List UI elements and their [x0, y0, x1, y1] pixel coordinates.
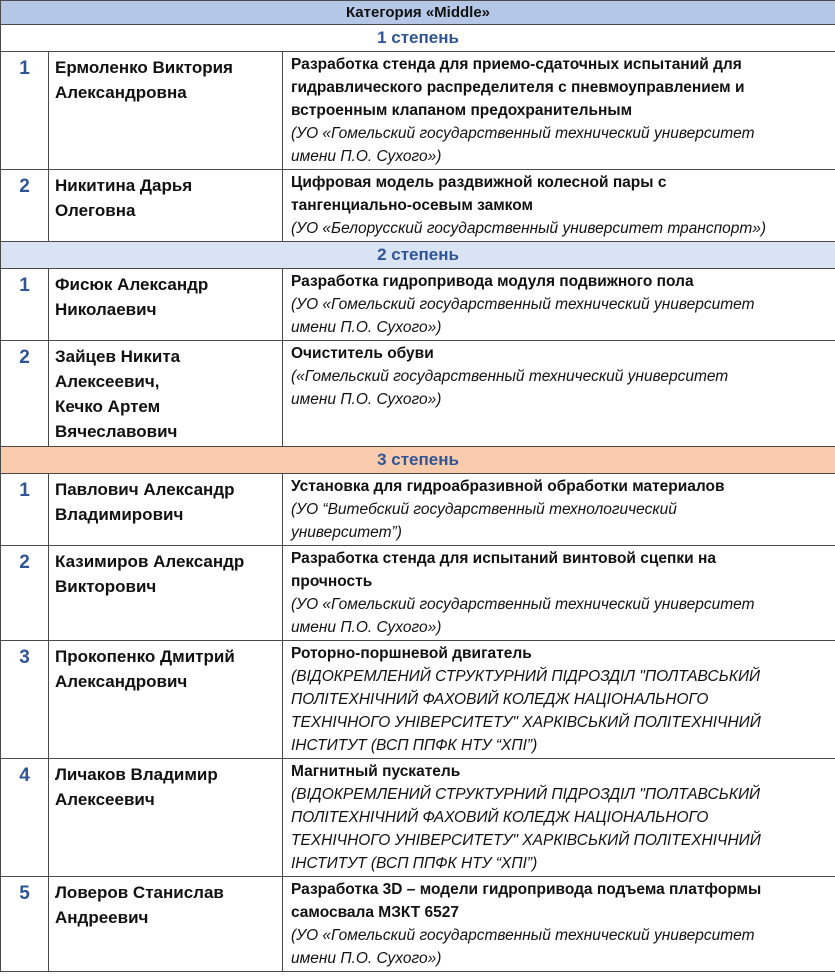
- project-title-line: Разработка гидропривода модуля подвижного пола: [291, 273, 694, 290]
- place-number: 1: [1, 269, 49, 341]
- project-cell: [283, 877, 835, 972]
- participant-name: [49, 341, 283, 447]
- institution: [291, 498, 829, 544]
- institution-line: имени П.О. Сухого»): [291, 391, 442, 408]
- institution-line: (УО «Гомельский государственный технический университет: [291, 125, 755, 142]
- institution-line: (УО «Гомельский государственный технический университет: [291, 596, 755, 613]
- project-title-line: Разработка стенда для приемо-сдаточных испытаний для: [291, 56, 742, 73]
- institution-line: (УО “Витебский государственный технологический: [291, 501, 677, 518]
- participant-name-line: Никитина Дарья: [55, 176, 193, 195]
- participant-name-line: Кечко Артем: [55, 397, 161, 416]
- institution-line: (ВІДОКРЕМЛЕНИЙ СТРУКТУРНИЙ ПІДРОЗДІЛ "ПОЛТАВСЬКИЙ: [291, 668, 761, 685]
- place-number: 4: [1, 759, 49, 877]
- category-header-row: [1, 1, 835, 25]
- project-title: [291, 642, 829, 665]
- institution-line: («Гомельский государственный технический университет: [291, 368, 729, 385]
- table-row: [1, 474, 835, 546]
- project-title: [291, 760, 829, 783]
- project-title-line: прочность: [291, 573, 373, 590]
- participant-name-line: Ловеров Станислав: [55, 883, 224, 902]
- degree-3-row: [1, 447, 835, 474]
- participant-name: [49, 170, 283, 242]
- project-title-line: Магнитный пускатель: [291, 763, 461, 780]
- institution-line: университет”): [291, 524, 402, 541]
- participant-name-line: Казимиров Александр: [55, 552, 245, 571]
- project-title-line: Очиститель обуви: [291, 345, 434, 362]
- project-title: [291, 547, 829, 593]
- institution-line: ТЕХНІЧНОГО УНІВЕРСИТЕТУ" ХАРКІВСЬКИЙ ПОЛІТЕХНІЧНИЙ: [291, 714, 761, 731]
- project-title-line: Цифровая модель раздвижной колесной пары с: [291, 174, 667, 191]
- project-title-line: Роторно-поршневой двигатель: [291, 645, 532, 662]
- participant-name-line: Ермоленко Виктория: [55, 58, 233, 77]
- institution: [291, 365, 829, 411]
- project-cell: [283, 546, 835, 641]
- institution-line: (УО «Гомельский государственный технический университет: [291, 927, 755, 944]
- degree-1-heading: 1 степень: [1, 25, 835, 52]
- participant-name: [49, 759, 283, 877]
- institution-line: (ВІДОКРЕМЛЕНИЙ СТРУКТУРНИЙ ПІДРОЗДІЛ "ПОЛТАВСЬКИЙ: [291, 786, 761, 803]
- participant-name: [49, 269, 283, 341]
- institution-line: имени П.О. Сухого»): [291, 148, 442, 165]
- place-number: 2: [1, 546, 49, 641]
- category-title: Категория «Middle»: [1, 1, 835, 25]
- table-row: [1, 877, 835, 972]
- participant-name: [49, 877, 283, 972]
- institution-line: (УО «Гомельский государственный технический университет: [291, 296, 755, 313]
- project-cell: [283, 641, 835, 759]
- institution-line: ПОЛІТЕХНІЧНИЙ ФАХОВИЙ КОЛЕДЖ НАЦІОНАЛЬНОГО: [291, 809, 709, 826]
- institution: [291, 924, 829, 970]
- table-row: [1, 269, 835, 341]
- institution-line: имени П.О. Сухого»): [291, 319, 442, 336]
- place-number: 1: [1, 474, 49, 546]
- project-cell: [283, 170, 835, 242]
- project-title: [291, 270, 829, 293]
- degree-2-row: [1, 242, 835, 269]
- project-title-line: гидравлического распределителя с пневмоуправлением и: [291, 79, 745, 96]
- project-title: [291, 475, 829, 498]
- participant-name: [49, 546, 283, 641]
- participant-name-line: Личаков Владимир: [55, 765, 218, 784]
- institution-line: ТЕХНІЧНОГО УНІВЕРСИТЕТУ" ХАРКІВСЬКИЙ ПОЛІТЕХНІЧНИЙ: [291, 832, 761, 849]
- project-cell: [283, 474, 835, 546]
- place-number: 3: [1, 641, 49, 759]
- institution-line: ІНСТИТУТ (ВСП ППФК НТУ “ХПІ”): [291, 737, 538, 754]
- project-cell: [283, 52, 835, 170]
- project-title: [291, 878, 829, 924]
- place-number: 5: [1, 877, 49, 972]
- participant-name: [49, 474, 283, 546]
- participant-name-line: Зайцев Никита: [55, 347, 181, 366]
- participant-name-line: Алексеевич,: [55, 372, 160, 391]
- table-row: [1, 759, 835, 877]
- participant-name: [49, 641, 283, 759]
- institution: [291, 783, 829, 875]
- degree-1-row: [1, 25, 835, 52]
- place-number: 2: [1, 170, 49, 242]
- table-row: [1, 641, 835, 759]
- participant-name: [49, 52, 283, 170]
- institution-line: ІНСТИТУТ (ВСП ППФК НТУ “ХПІ”): [291, 855, 538, 872]
- institution-line: имени П.О. Сухого»): [291, 619, 442, 636]
- project-title-line: Установка для гидроабразивной обработки материалов: [291, 478, 725, 495]
- table-row: [1, 52, 835, 170]
- participant-name-line: Прокопенко Дмитрий: [55, 647, 235, 666]
- project-title-line: Разработка 3D – модели гидропривода подъема платформы: [291, 881, 762, 898]
- participant-name-line: Александрович: [55, 672, 188, 691]
- institution: [291, 217, 829, 240]
- participant-name-line: Александровна: [55, 83, 187, 102]
- project-title: [291, 171, 829, 217]
- project-title-line: Разработка стенда для испытаний винтовой сцепки на: [291, 550, 716, 567]
- participant-name-line: Викторович: [55, 577, 157, 596]
- institution-line: (УО «Белорусский государственный университет транспорт»): [291, 220, 767, 237]
- place-number: 1: [1, 52, 49, 170]
- project-cell: [283, 269, 835, 341]
- table-row: [1, 170, 835, 242]
- degree-2-heading: 2 степень: [1, 242, 835, 269]
- participant-name-line: Владимирович: [55, 505, 184, 524]
- project-title-line: встроенным клапаном предохранительным: [291, 102, 633, 119]
- institution: [291, 122, 829, 168]
- institution: [291, 665, 829, 757]
- participant-name-line: Фисюк Александр: [55, 275, 209, 294]
- degree-3-heading: 3 степень: [1, 447, 835, 474]
- participant-name-line: Андреевич: [55, 908, 149, 927]
- project-title-line: тангенциально-осевым замком: [291, 197, 533, 214]
- place-number: 2: [1, 341, 49, 447]
- participant-name-line: Павлович Александр: [55, 480, 235, 499]
- institution-line: ПОЛІТЕХНІЧНИЙ ФАХОВИЙ КОЛЕДЖ НАЦІОНАЛЬНОГО: [291, 691, 709, 708]
- table-row: [1, 341, 835, 447]
- participant-name-line: Вячеславович: [55, 422, 178, 441]
- institution: [291, 293, 829, 339]
- participant-name-line: Олеговна: [55, 201, 136, 220]
- participant-name-line: Алексеевич: [55, 790, 155, 809]
- participant-name-line: Николаевич: [55, 300, 157, 319]
- institution: [291, 593, 829, 639]
- project-title: [291, 53, 829, 122]
- project-title: [291, 342, 829, 365]
- project-cell: [283, 341, 835, 447]
- project-cell: [283, 759, 835, 877]
- institution-line: имени П.О. Сухого»): [291, 950, 442, 967]
- table-row: [1, 546, 835, 641]
- project-title-line: самосвала МЗКТ 6527: [291, 904, 460, 921]
